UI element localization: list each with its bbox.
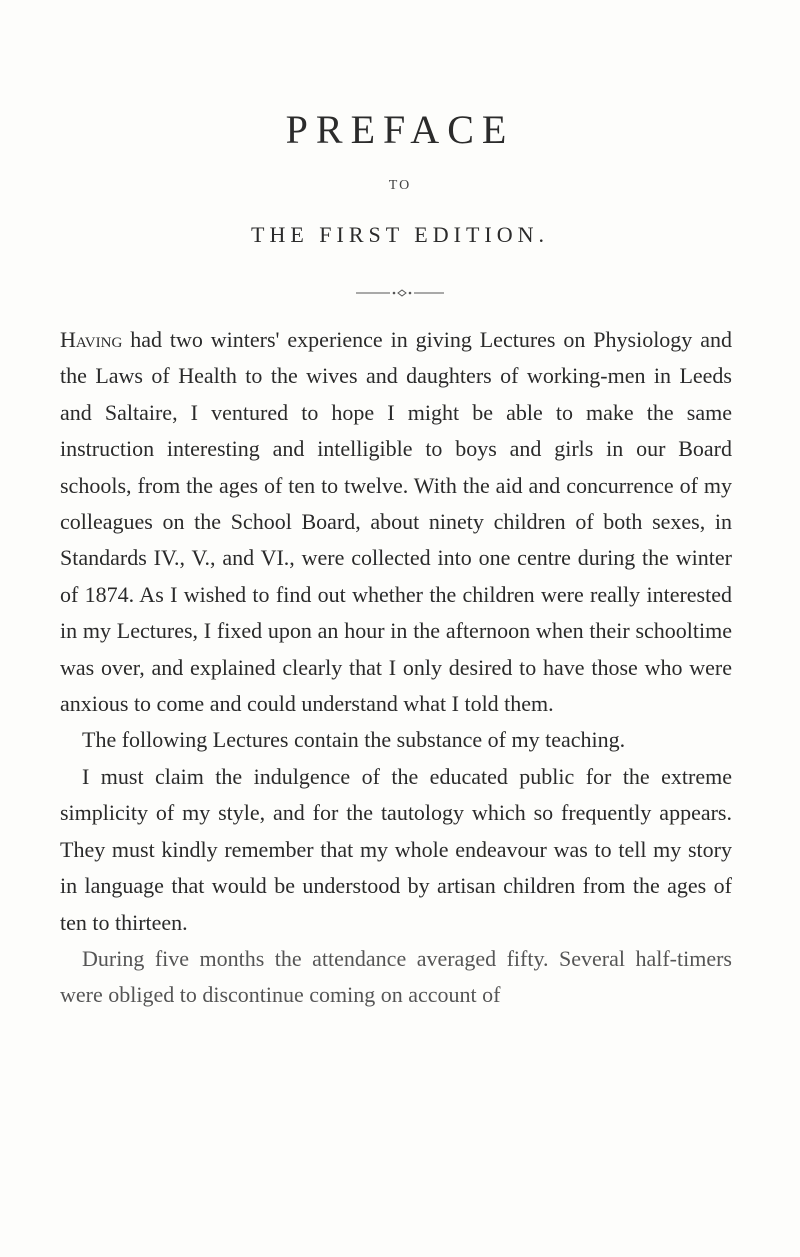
paragraph-2: The following Lectures contain the substance of my teaching. — [82, 727, 626, 753]
paragraph-1 — [60, 322, 732, 722]
page-title: PREFACE — [285, 107, 515, 152]
paragraph-4: During five months the attendance averaged fifty. Several half-timers were obliged to discontinue coming on account of — [60, 945, 732, 1008]
paragraph-1-text: had two winters' experience in giving Lectures on Physiology and the Laws of Health to the wives and daughters of working-men in Leeds and Saltaire, I ventured to hope I might be able to make the same instruction interesting and intelligible to boys and girls in our Board schools, from the ages of ten to twelve. With the aid and concurrence of my colleagues on the School Board, about ninety children of both sexes, in Standards IV., V., and VI., were collected into one centre during the winter of 1874. As I wished to find out whether the children were really interested in my Lectures, I fixed upon an hour in the afternoon when their schooltime was over, and explained clearly that I only desired to have those who were anxious to come and could understand what I told them. — [60, 327, 732, 717]
title-connector: TO — [388, 178, 412, 193]
paragraph-1-lead: Having — [60, 327, 123, 352]
ornamental-rule-icon — [350, 288, 450, 298]
page-subtitle: THE FIRST EDITION. — [251, 222, 549, 247]
paragraph-3: I must claim the indulgence of the educated public for the extreme simplicity of my style, and for the tautology which so frequently appears. They must kindly remember that my whole endeavour was to tell my story in language that would be understood by artisan children from the ages of ten to thirteen. — [60, 763, 732, 935]
preface-body — [60, 322, 732, 1014]
